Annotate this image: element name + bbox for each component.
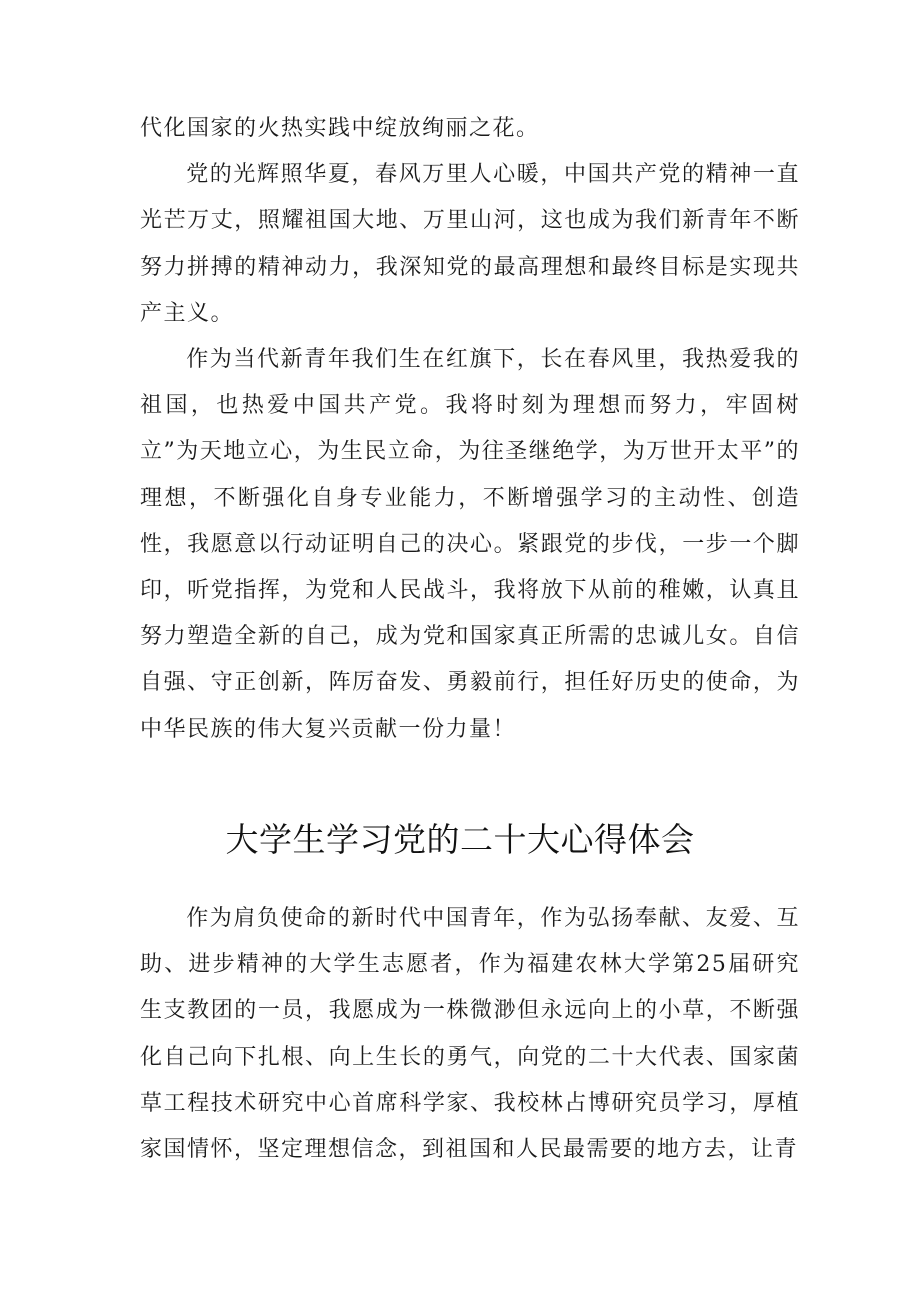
paragraph-party-glory: 党的光辉照华夏，春风万里人心暖，中国共产党的精神一直光芒万丈，照耀祖国大地、万里山河，这也成为我们新青年不断努力拼搏的精神动力，我深知党的最高理想和最终目标是实现共产主义。 (140, 162, 800, 326)
paragraph-new-youth: 作为当代新青年我们生在红旗下，长在春风里，我热爱我的祖国，也热爱中国共产党。我将时刻为理想而努力，牢固树立”为天地立心，为生民立命，为往圣继绝学，为万世开太平”的理想，不断强化自身专业能力，不断增强学习的主动性、创造性，我愿意以行动证明自己的决心。紧跟党的步伐，一步一个脚印，听党指挥，为党和人民战斗，我将放下从前的稚嫩，认真且努力塑造全新的自己，成为党和国家真正所需的忠诚儿女。自信自强、守正创新，阵厉奋发、勇毅前行，担任好历史的使命，为中华民族的伟大复兴贡献一份力量！ (140, 347, 800, 742)
paragraph-student-volunteer: 作为肩负使命的新时代中国青年，作为弘扬奉献、友爱、互助、进步精神的大学生志愿者，作为福建农林大学第25届研究生支教团的一员，我愿成为一株微渺但永远向上的小草，不断强化自己向下扎根、向上生长的勇气，向党的二十大代表、国家菌草工程技术研究中心首席科学家、我校林占博研究员学习，厚植家国情怀，坚定理想信念，到祖国和人民最需要的地方去，让青 (140, 906, 800, 1163)
section-title: 大学生学习党的二十大心得体会 (225, 820, 695, 859)
section1-body (140, 106, 800, 753)
paragraph-continuation: 代化国家的火热实践中绽放绚丽之花。 (140, 116, 540, 141)
section2-body (140, 896, 800, 1173)
